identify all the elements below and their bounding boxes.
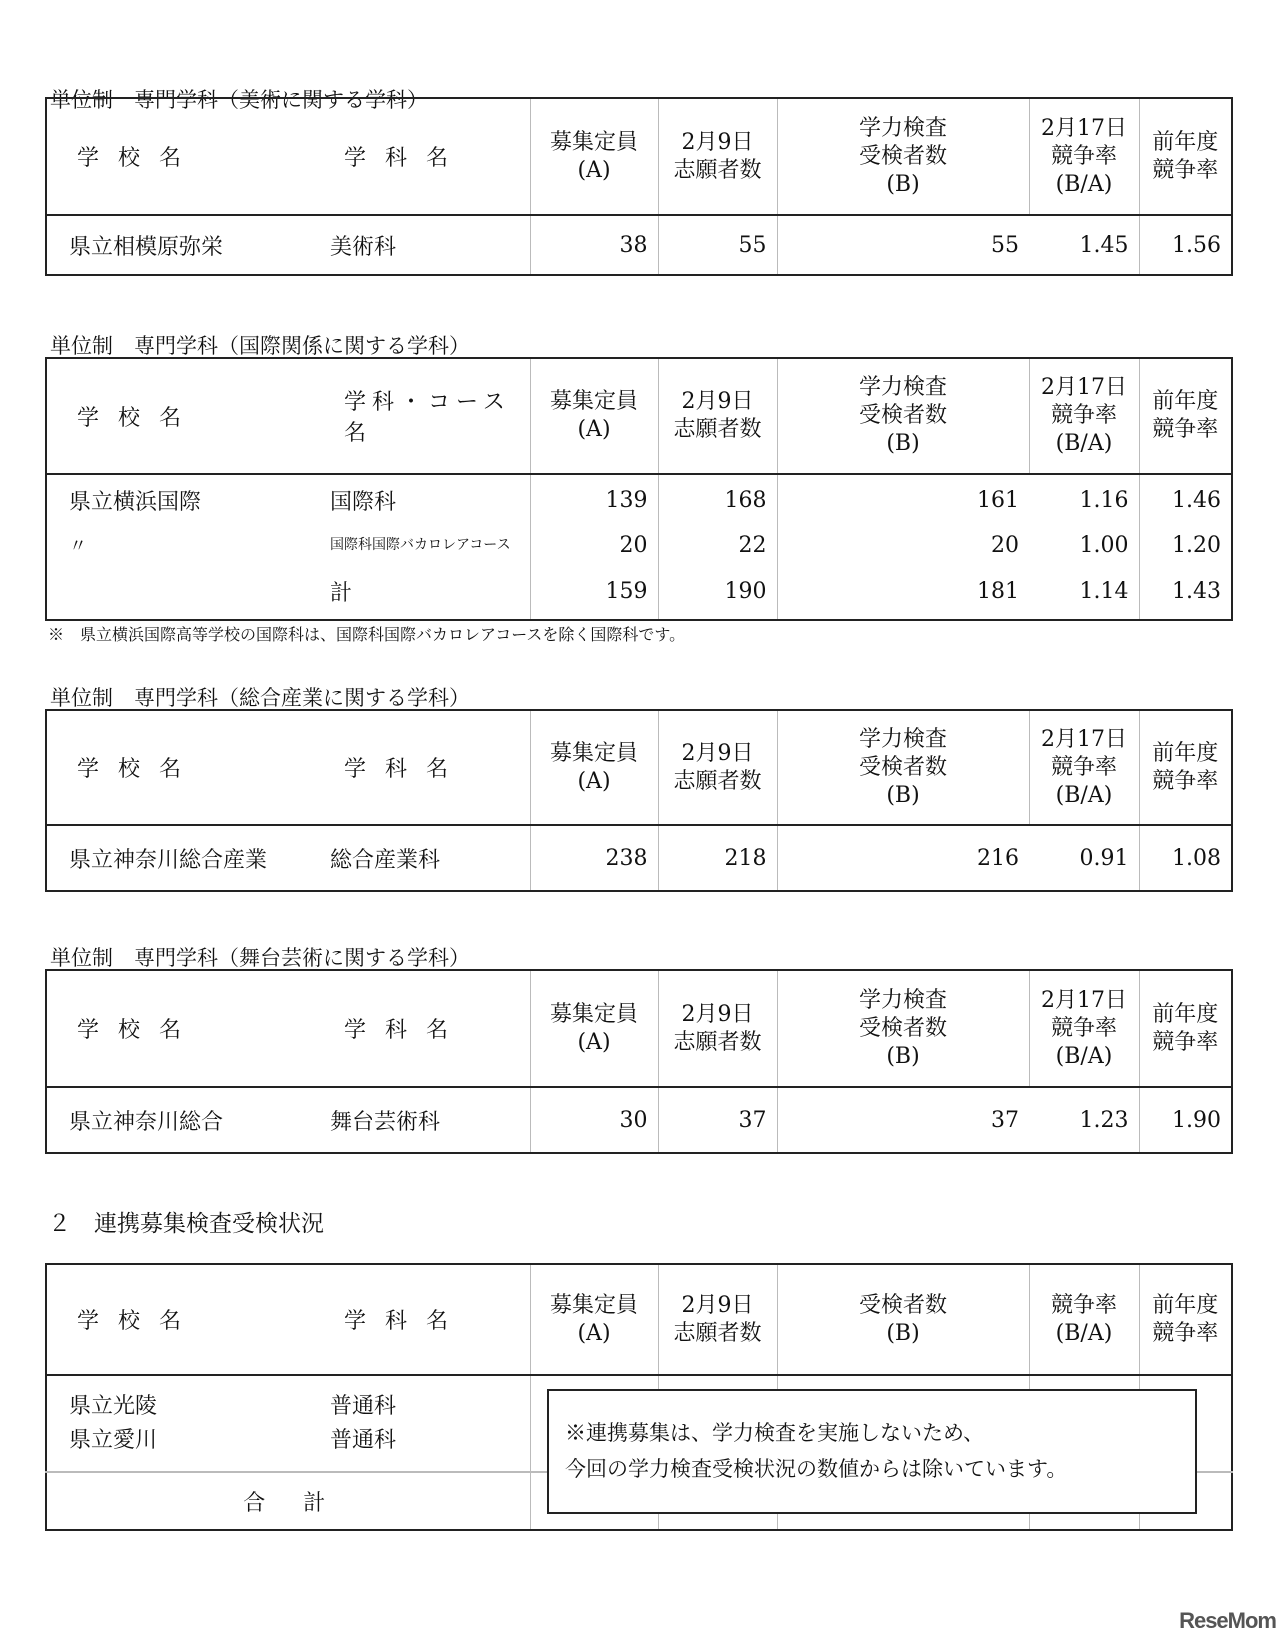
header-line: 受検者数 <box>858 1292 947 1318</box>
table-row <box>46 564 1232 620</box>
applicants-value: 55 <box>658 215 777 275</box>
table-row <box>46 1087 1232 1153</box>
examinees-value: 161 <box>777 474 1029 526</box>
header-prev-ratio <box>1139 1264 1232 1375</box>
header-line: (B/A) <box>1055 431 1113 456</box>
resemom-logo: ReseMom <box>1179 1608 1276 1633</box>
header-ratio <box>1029 358 1139 474</box>
header-prev-ratio <box>1139 98 1232 215</box>
header-line: 受検者数 <box>858 403 947 428</box>
header-line: 競争率 <box>1152 157 1219 183</box>
section-heading: ２ 連携募集検査受検状況 <box>48 1211 324 1237</box>
header-line: 競争率 <box>1152 417 1219 442</box>
header-prev-ratio <box>1139 710 1232 825</box>
header-line: 2月17日 <box>1041 726 1127 752</box>
school-name <box>46 564 316 620</box>
prev-ratio-value: 1.08 <box>1139 825 1232 891</box>
header-dept: 学 科 名 <box>316 970 530 1087</box>
header-dept: 学科・コース名 <box>316 358 530 474</box>
capacity-value: 238 <box>530 825 658 891</box>
table-row <box>46 526 1232 564</box>
header-line: 前年度 <box>1152 389 1219 414</box>
header-applicants <box>658 710 777 825</box>
capacity-value: 20 <box>530 526 658 564</box>
header-line: 募集定員 <box>549 740 638 766</box>
header-line: 前年度 <box>1152 1001 1219 1027</box>
header-line: (B) <box>886 1320 920 1346</box>
school-name: 〃 <box>69 536 87 557</box>
header-capacity <box>530 98 658 215</box>
header-examinees <box>777 1264 1029 1375</box>
header-examinees <box>777 358 1029 474</box>
examinees-value: 181 <box>777 564 1029 620</box>
ratio-value: 1.00 <box>1079 532 1129 558</box>
table-title: 単位制 専門学科（舞台芸術に関する学科） <box>50 946 470 970</box>
header-line: (A) <box>577 1320 611 1346</box>
applicants-value: 168 <box>658 474 777 526</box>
header-examinees <box>777 970 1029 1087</box>
school-name: 県立横浜国際 <box>69 490 202 515</box>
table-title: 単位制 専門学科（総合産業に関する学科） <box>50 686 470 710</box>
header-examinees <box>777 710 1029 825</box>
note-line: 今回の学力検査受検状況の数値からは除いています。 <box>565 1457 1068 1481</box>
header-prev-ratio <box>1139 970 1232 1087</box>
prev-ratio-value: 1.43 <box>1139 564 1232 620</box>
examinees-value: 20 <box>777 526 1029 564</box>
header-line: (B) <box>886 431 920 456</box>
prev-ratio-value: 1.20 <box>1139 526 1232 564</box>
header-line: 競争率 <box>1050 1015 1117 1041</box>
header-ratio <box>1029 1264 1139 1375</box>
header-line: 志願者数 <box>673 768 762 794</box>
dept-name: 国際科国際バカロレアコース <box>330 537 511 553</box>
table-row <box>46 474 1232 526</box>
header-dept: 学 科 名 <box>316 710 530 825</box>
examinees-value: 216 <box>777 825 1029 891</box>
applicants-value: 190 <box>658 564 777 620</box>
header-line: 志願者数 <box>673 1029 762 1055</box>
header-line: 競争率 <box>1050 143 1117 169</box>
header-line: (A) <box>577 417 611 442</box>
header-school: 学 校 名 <box>46 358 316 474</box>
header-capacity <box>530 358 658 474</box>
school-name: 県立神奈川総合産業 <box>69 847 268 873</box>
header-line: 2月17日 <box>1041 375 1127 400</box>
prev-ratio-value: 1.90 <box>1139 1087 1232 1153</box>
examinees-value: 37 <box>777 1087 1029 1153</box>
applicants-value: 218 <box>658 825 777 891</box>
header-line: 競争率 <box>1152 768 1219 794</box>
header-dept: 学 科 名 <box>316 1264 530 1375</box>
header-line: (B/A) <box>1055 782 1113 808</box>
header-line: (B/A) <box>1055 171 1113 197</box>
header-line: 前年度 <box>1152 740 1219 766</box>
header-school: 学 校 名 <box>46 1264 316 1375</box>
header-school: 学 校 名 <box>46 710 316 825</box>
dept-name: 普通科 <box>330 1393 397 1419</box>
header-line: 受検者数 <box>858 1015 947 1041</box>
header-line: 2月9日 <box>681 389 754 414</box>
header-line: 学力検査 <box>858 987 947 1013</box>
header-line: (A) <box>577 157 611 183</box>
total-label: 合 計 <box>243 1490 334 1516</box>
dept-names <box>316 1375 530 1472</box>
dept-name: 総合産業科 <box>330 847 441 873</box>
table-header-row <box>46 98 1232 215</box>
school-name: 県立愛川 <box>69 1427 158 1453</box>
prev-ratio-value: 1.56 <box>1139 215 1232 275</box>
header-line: 2月9日 <box>681 740 754 766</box>
header-line: 2月17日 <box>1041 987 1127 1013</box>
header-line: (B) <box>886 171 920 197</box>
dept-name: 普通科 <box>330 1427 397 1453</box>
results-table <box>45 709 1233 892</box>
table-footnote: ※ 県立横浜国際高等学校の国際科は、国際科国際バカロレアコースを除く国際科です。 <box>48 625 686 644</box>
header-line: 競争率 <box>1152 1029 1219 1055</box>
table-header-row <box>46 358 1232 474</box>
header-line: 学力検査 <box>858 115 947 141</box>
dept-name: 美術科 <box>330 234 397 260</box>
header-line: 競争率 <box>1050 1292 1117 1318</box>
header-line: 2月9日 <box>681 1001 754 1027</box>
table-header-row <box>46 1264 1232 1375</box>
header-line: 志願者数 <box>673 157 762 183</box>
header-capacity <box>530 1264 658 1375</box>
table-row <box>46 825 1232 891</box>
header-line: 2月9日 <box>681 1292 754 1318</box>
header-line: (A) <box>577 1029 611 1055</box>
header-applicants <box>658 970 777 1087</box>
table-title: 単位制 専門学科（美術に関する学科） <box>50 88 428 112</box>
header-school: 学 校 名 <box>46 98 316 215</box>
table-title: 単位制 専門学科（国際関係に関する学科） <box>50 334 470 358</box>
header-line: (B/A) <box>1055 1320 1113 1346</box>
applicants-value: 22 <box>658 526 777 564</box>
header-line: (A) <box>577 768 611 794</box>
capacity-value: 38 <box>530 215 658 275</box>
header-applicants <box>658 358 777 474</box>
table-header-row <box>46 710 1232 825</box>
header-line: 受検者数 <box>858 754 947 780</box>
dept-name: 国際科 <box>330 490 397 515</box>
header-line: 前年度 <box>1152 1292 1219 1318</box>
header-line: (B) <box>886 1043 920 1069</box>
header-ratio <box>1029 710 1139 825</box>
header-line: 学力検査 <box>858 726 947 752</box>
header-line: 募集定員 <box>549 1292 638 1318</box>
dept-name: 計 <box>330 581 353 606</box>
header-applicants <box>658 1264 777 1375</box>
header-line: 競争率 <box>1050 754 1117 780</box>
applicants-value: 37 <box>658 1087 777 1153</box>
header-line: 志願者数 <box>673 1320 762 1346</box>
header-dept: 学 科 名 <box>316 98 530 215</box>
table-header-row <box>46 970 1232 1087</box>
school-names <box>46 1375 316 1472</box>
capacity-value: 159 <box>530 564 658 620</box>
header-ratio <box>1029 98 1139 215</box>
header-prev-ratio <box>1139 358 1232 474</box>
header-line: (B) <box>886 782 920 808</box>
header-line: 募集定員 <box>549 389 638 414</box>
ratio-value: 1.45 <box>1079 232 1129 258</box>
header-line: 志願者数 <box>673 417 762 442</box>
results-table <box>45 969 1233 1154</box>
ratio-value: 1.16 <box>1079 488 1129 513</box>
header-school: 学 校 名 <box>46 970 316 1087</box>
ratio-value: 1.14 <box>1079 579 1129 604</box>
results-table <box>45 357 1233 621</box>
capacity-value: 139 <box>530 474 658 526</box>
header-line: 前年度 <box>1152 129 1219 155</box>
header-line: (B/A) <box>1055 1043 1113 1069</box>
header-line: 競争率 <box>1152 1320 1219 1346</box>
header-applicants <box>658 98 777 215</box>
header-capacity <box>530 970 658 1087</box>
dept-name: 舞台芸術科 <box>330 1109 441 1135</box>
header-line: 募集定員 <box>549 1001 638 1027</box>
header-capacity <box>530 710 658 825</box>
examinees-value: 55 <box>777 215 1029 275</box>
school-name: 県立神奈川総合 <box>69 1109 224 1135</box>
ratio-value: 1.23 <box>1079 1107 1129 1133</box>
school-name: 県立光陵 <box>69 1393 158 1419</box>
ratio-value: 0.91 <box>1079 845 1129 871</box>
header-examinees <box>777 98 1029 215</box>
results-table <box>45 97 1233 276</box>
prev-ratio-value: 1.46 <box>1139 474 1232 526</box>
note-line: ※連携募集は、学力検査を実施しないため、 <box>565 1421 985 1445</box>
header-line: 2月17日 <box>1041 115 1127 141</box>
header-line: 学力検査 <box>858 375 947 400</box>
table-row <box>46 215 1232 275</box>
header-line: 受検者数 <box>858 143 947 169</box>
capacity-value: 30 <box>530 1087 658 1153</box>
header-line: 募集定員 <box>549 129 638 155</box>
school-name: 県立相模原弥栄 <box>69 234 224 260</box>
header-ratio <box>1029 970 1139 1087</box>
exclusion-note-box <box>547 1389 1197 1514</box>
header-line: 競争率 <box>1050 403 1117 428</box>
header-line: 2月9日 <box>681 129 754 155</box>
